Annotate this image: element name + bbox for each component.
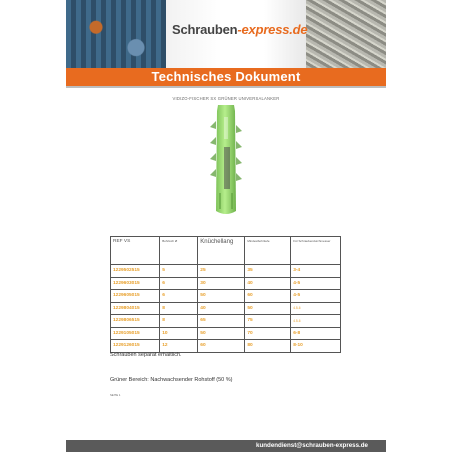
header-bore: Bohrloch Ø [160, 237, 198, 265]
cell-bore: 10 [160, 327, 198, 340]
cell-screw: 4-5 [291, 277, 341, 290]
cell-depth: 40 [245, 277, 291, 290]
screws-separate-note: Schrauben separat erhältlich. [110, 352, 182, 358]
cell-length: 65 [198, 315, 245, 328]
cell-length: 50 [198, 290, 245, 303]
cell-length: 25 [198, 265, 245, 278]
table-header-row [111, 237, 341, 265]
table-row [111, 290, 341, 303]
table-row [111, 327, 341, 340]
cell-ref: 1229603015 [111, 277, 160, 290]
header-length: Knüchellang [198, 237, 245, 265]
product-title: VIDIZO-FISCHER SX GRÜNER UNIVERSALANKER [172, 96, 280, 101]
support-email-link[interactable]: kundendienst@schrauben-express.de [256, 442, 368, 449]
table-row [111, 340, 341, 353]
cell-depth: 75 [245, 315, 291, 328]
cell-bore: 8 [160, 315, 198, 328]
cell-bore: 6 [160, 290, 198, 303]
cell-screw: 8-10 [291, 340, 341, 353]
header-banner [66, 0, 386, 68]
cell-screw: 6-8 [291, 327, 341, 340]
brand-logo[interactable] [172, 22, 307, 37]
spec-table [110, 236, 341, 353]
table-row [111, 302, 341, 315]
cell-length: 60 [198, 340, 245, 353]
header-ref: REF VS [111, 237, 160, 265]
cell-screw: 4.5-6 [291, 315, 341, 328]
cell-bore: 12 [160, 340, 198, 353]
green-material-note: Grüner Bereich: Nachwachsender Rohstoff (50 %) [110, 377, 233, 383]
cell-ref: 1229605015 [111, 290, 160, 303]
cell-ref: 1229126015 [111, 340, 160, 353]
cell-bore: 8 [160, 302, 198, 315]
cell-length: 40 [198, 302, 245, 315]
wall-plug-image [206, 103, 246, 217]
table-row [111, 277, 341, 290]
tools-photo [66, 0, 166, 68]
table-row [111, 315, 341, 328]
cell-depth: 60 [245, 290, 291, 303]
logo-text-main: Schrauben [172, 22, 238, 37]
cell-screw: 4.5-6 [291, 302, 341, 315]
header-screw: Für Schraubendurchmesser [291, 237, 341, 265]
table-row [111, 265, 341, 278]
cell-bore: 6 [160, 277, 198, 290]
screws-photo [306, 0, 386, 68]
document-page [66, 0, 386, 452]
cell-length: 50 [198, 327, 245, 340]
cell-depth: 50 [245, 302, 291, 315]
cell-ref: 1229806515 [111, 315, 160, 328]
logo-text-domain: -express.de [237, 22, 308, 37]
cell-bore: 5 [160, 265, 198, 278]
cell-ref: 1229804015 [111, 302, 160, 315]
cell-screw: 4-5 [291, 290, 341, 303]
cell-ref: 1229502515 [111, 265, 160, 278]
cell-ref: 1229105015 [111, 327, 160, 340]
footer-bar [66, 440, 386, 452]
page-number-note: SEITE 1 [110, 393, 121, 397]
cell-depth: 35 [245, 265, 291, 278]
header-divider [66, 86, 386, 88]
document-title: Technisches Dokument [66, 68, 386, 86]
cell-depth: 70 [245, 327, 291, 340]
cell-length: 30 [198, 277, 245, 290]
cell-depth: 80 [245, 340, 291, 353]
cell-screw: 3-4 [291, 265, 341, 278]
header-depth: Mindestbohrtiefe [245, 237, 291, 265]
